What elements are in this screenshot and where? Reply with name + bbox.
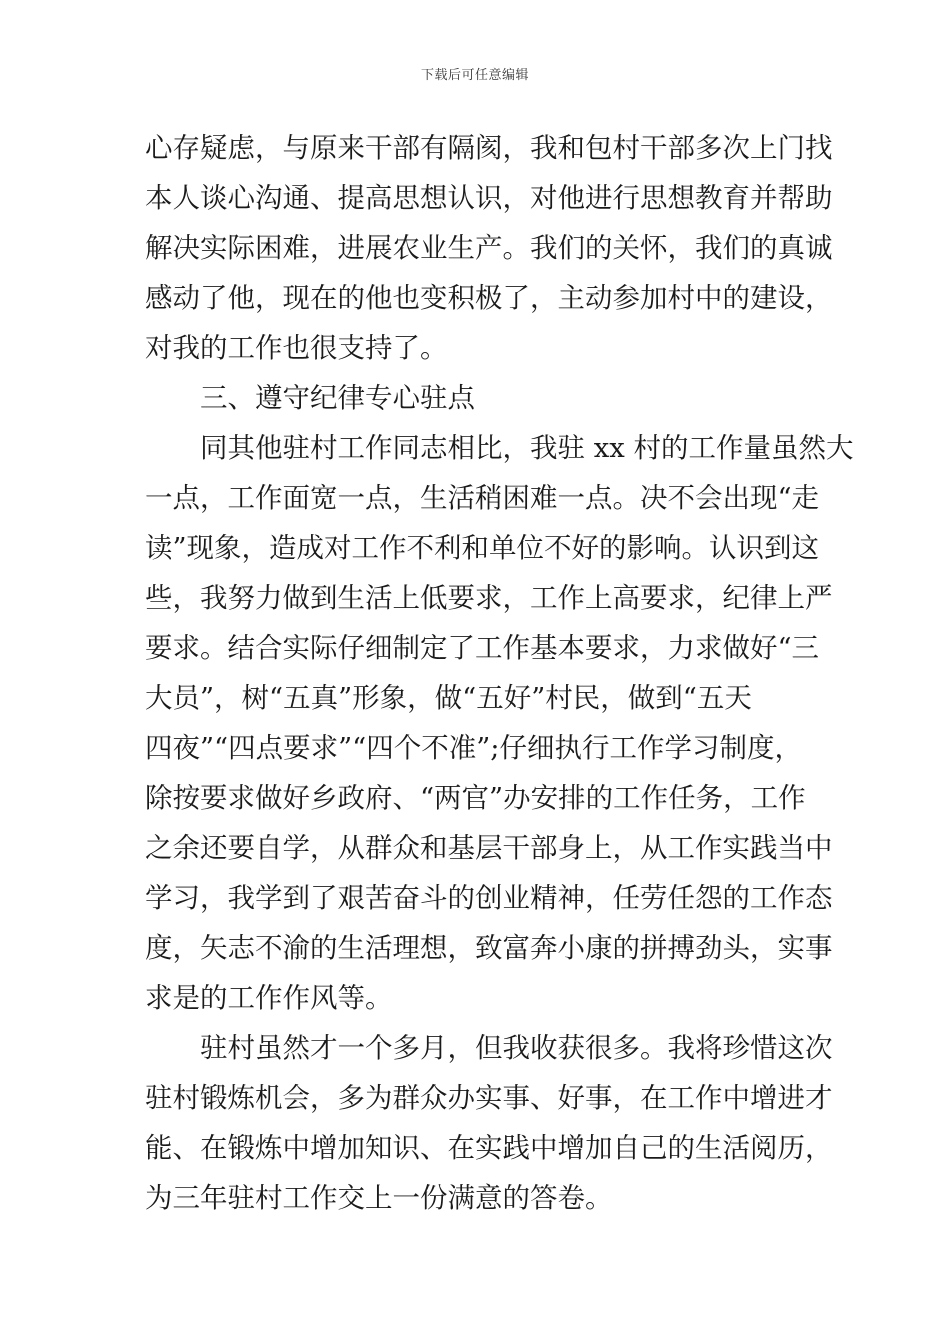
- text-line: 对我的工作也很支持了。: [145, 332, 448, 364]
- text-line: 些，我努力做到生活上低要求，工作上高要求，纪律上严: [145, 582, 833, 614]
- heading-line: 三、遵守纪律专心驻点: [200, 382, 475, 414]
- text-line: 大员”，树“五真”形象，做“五好”村民，做到“五天: [145, 682, 752, 714]
- text-line: 能、在锻炼中增加知识、在实践中增加自己的生活阅历，: [145, 1132, 833, 1164]
- text-line: 同其他驻村工作同志相比，我驻 xx 村的工作量虽然大: [200, 432, 854, 464]
- page-header: 下载后可任意编辑: [420, 68, 529, 83]
- text-line: 之余还要自学，从群众和基层干部身上，从工作实践当中: [145, 832, 833, 864]
- text-line: 为三年驻村工作交上一份满意的答卷。: [145, 1182, 613, 1214]
- text-line: 四夜”“四点要求”“四个不准”;仔细执行工作学习制度，: [145, 732, 803, 764]
- text-line: 除按要求做好乡政府、“两官”办安排的工作任务，工作: [145, 782, 806, 814]
- text-line: 心存疑虑，与原来干部有隔阂，我和包村干部多次上门找: [145, 132, 833, 164]
- text-line: 驻村虽然才一个多月，但我收获很多。我将珍惜这次: [200, 1032, 833, 1064]
- paragraph-discipline: [145, 423, 854, 1023]
- text-line: 读”现象，造成对工作不利和单位不好的影响。认识到这: [145, 532, 820, 564]
- text-line: 解决实际困难，进展农业生产。我们的关怀，我们的真诚: [145, 232, 833, 264]
- paragraph-continuation: [145, 123, 833, 373]
- text-line: 驻村锻炼机会，多为群众办实事、好事，在工作中增进才: [145, 1082, 833, 1114]
- document-body: [145, 123, 854, 1223]
- text-line: 感动了他，现在的他也变积极了，主动参加村中的建设，: [145, 282, 833, 314]
- text-line: 本人谈心沟通、提高思想认识，对他进行思想教育并帮助: [145, 182, 833, 214]
- text-line: 学习，我学到了艰苦奋斗的创业精神，任劳任怨的工作态: [145, 882, 833, 914]
- text-line: 求是的工作作风等。: [145, 982, 393, 1014]
- text-line: 一点，工作面宽一点，生活稍困难一点。决不会出现“走: [145, 482, 820, 514]
- text-line: 要求。结合实际仔细制定了工作基本要求，力求做好“三: [145, 632, 820, 664]
- text-line: 度，矢志不渝的生活理想，致富奔小康的拼搏劲头，实事: [145, 932, 833, 964]
- section-heading: [145, 373, 825, 423]
- paragraph-conclusion: [145, 1023, 833, 1223]
